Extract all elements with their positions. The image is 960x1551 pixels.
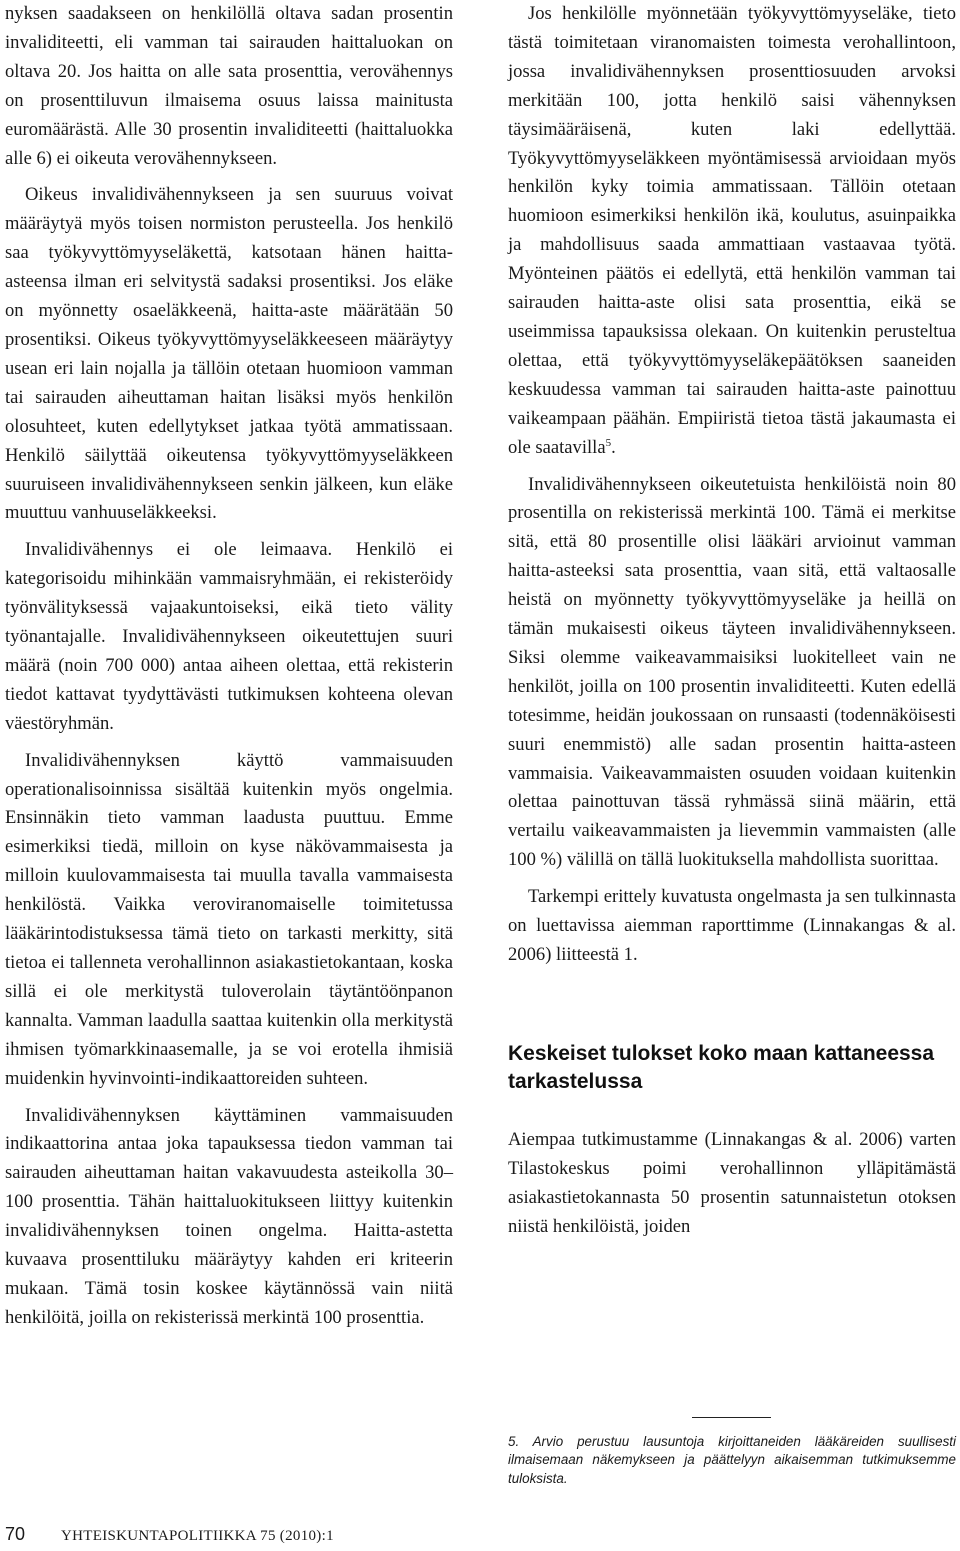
right-column — [508, 0, 956, 1250]
paragraph: Tarkempi erittely kuvatusta ongelmasta ja sen tulkinnasta on luettavissa aiemman raporttimme (Linnakangas & al. 2006) liitteestä 1. — [508, 886, 956, 965]
paragraph: Aiempaa tutkimustamme (Linnakangas & al. 2006) varten Tilastokeskus poimi verohallinnon ylläpitämästä asiakastietokannasta 50 prosentin satunnaistetun otoksen niistä henkilöistä, joiden — [508, 1128, 956, 1237]
footnote: 5. Arvio perustuu lausuntoja kirjoittaneiden lääkäreiden suullisesti ilmaisemaan näkemykseen ja päättelyyn aikaisemman tutkimuksemme tuloksista. — [508, 1434, 956, 1486]
paragraph: Invalidivähennyksen käyttäminen vammaisuuden indikaattorina antaa joka tapauksessa tiedon vamman tai sairauden aiheuttaman haitan vakavuudesta asteikolla 30–100 prosenttia. Tähän haittaluokitukseen liittyy kuitenkin invalidivähennyksen toinen ongelma. Haitta-astetta kuvaava prosenttiluku määräytyy kahden eri kriteerin mukaan. Tämä tosin koskee käytännössä vain niitä henkilöitä, joilla on rekisterissä merkintä 100 prosenttia. — [5, 1104, 453, 1328]
paragraph — [508, 0, 956, 463]
left-column — [5, 0, 453, 1341]
page-footer — [5, 1524, 334, 1545]
paragraph: nyksen saadakseen on henkilöllä oltava sadan prosentin invaliditeetti, eli vamman tai sairauden haittaluokan on oltava 20. Jos haitta on alle sata prosenttia, verovähennys on prosenttiluvun ilmaisema osuus laissa mainitusta euromäärästä. Alle 30 prosentin invaliditeetti (haittaluokka alle 6) ei oikeuta verovähennykseen. — [5, 3, 453, 169]
paragraph: Invalidivähennykseen oikeutetuista henkilöistä noin 80 prosentilla on rekisterissä merkintä 100. Tämä ei merkitse sitä, että 80 prosentille olisi lääkäri arvioinut vamman haitta-asteeksi sata prosenttia, vaan sitä, että valtaosalle heistä on myönnetty työkyvyttömyyseläke ja heillä on tämän mukaisesti oikeus täyteen invalidivähennykseen. Siksi olemme vaikeavammaisiksi luokitelleet vain ne henkilöt, joilla on 100 prosentin invaliditeetti. Kuten edellä totesimme, heidän joukossaan on runsaasti (todennäköisesti suuri enemmistö) alle sadan prosentin haitta-asteen vammaisia. Vaikeavammaisten osuuden voidaan kuitenkin olettaa painottuvan tässä ryhmässä siinä määrin, että vertailu vaikeavammaisten ja lievemmin vammaisten (alle 100 %) välillä on tällä luokituksella mahdollista suorittaa. — [508, 473, 956, 871]
footnote-reference: 5 — [605, 436, 612, 449]
footnote-divider — [692, 1417, 771, 1418]
journal-name: YHTEISKUNTAPOLITIIKKA 75 (2010):1 — [61, 1528, 334, 1544]
paragraph-text: Jos henkilölle myönnetään työkyvyttömyyseläke, tieto tästä toimitetaan viranomaisten toimesta verohallintoon, jossa invalidivähennyksen prosenttiosuuden arvoksi merkitään 100, jotta henkilö saisi vähennyksen täysimääräisenä, kuten laki edellyttää. Työkyvyttömyyseläkkeen myöntämisessä arvioidaan myös henkilön kyky toimia ammatissaan. Tällöin otetaan huomioon esimerkiksi henkilön ikä, koulutus, asuinpaikka ja mahdollisuus saada ammattiaan vastaavaa työtä. Myönteinen päätös ei edellytä, että henkilön vamman tai sairauden haitta-aste olisi sata prosenttia, eikä se useimmissa tapauksissa olekaan. On kuitenkin perusteltua olettaa, että työkyvyttömyyseläkepäätöksen saaneiden keskuudessa vamman tai sairauden haitta-aste painottuu vaikeampaan päähän. Empiiristä tietoa tästä jakaumasta ei ole saatavilla — [508, 3, 956, 458]
paragraph: Invalidivähennys ei ole leimaava. Henkilö ei kategorisoidu mihinkään vammaisryhmään, ei rekisteröidy työnvälityksessä vajaakuntoiseksi, eikä tieto välity työnantajalle. Invalidivähennykseen oikeutettujen suuri määrä (noin 700 000) antaa aiheen olettaa, että rekisterin tiedot kattavat tyydyttävästi tutkimuksen kohteena olevan väestöryhmän. — [5, 539, 453, 734]
page-number: 70 — [5, 1524, 26, 1544]
sentence-end: . — [611, 436, 616, 458]
section-heading: Keskeiset tulokset koko maan kattaneessa tarkastelussa — [508, 1041, 935, 1093]
paragraph: Oikeus invalidivähennykseen ja sen suuruus voivat määräytyä myös toisen normiston perusteella. Jos henkilö saa työkyvyttömyyseläkettä, katsotaan hänen haitta-asteensa ilman eri selvitystä sadaksi prosentiksi. Jos eläke on myönnetty osaeläkkeenä, haitta-aste määrätään 50 prosentiksi. Oikeus työkyvyttömyyseläkkeeseen määräytyy usean eri lain nojalla ja tällöin otetaan huomioon vamman tai sairauden aiheuttaman haitan lisäksi myös henkilön olosuhteet, kuten edellytykset jatkaa työtä ammatissaan. Henkilö säilyttää oikeutensa työkyvyttömyyseläkkeen suuruiseen invalidivähennykseen senkin jälkeen, kun eläke muuttuu vanhuuseläkkeeksi. — [5, 184, 453, 524]
paragraph: Invalidivähennyksen käyttö vammaisuuden operationalisoinnissa sisältää kuitenkin myös ongelmia. Ensinnäkin tieto vamman laadusta puuttuu. Emme esimerkiksi tiedä, milloin on kyse näkövammaisesta ja milloin kuulovammaisesta tai muulla tavalla vammaisesta henkilöstä. Vaikka veroviranomaiselle toimitetussa lääkärintodistuksessa tämä tieto on tarkasti merkitty, sitä tietoa ei tallenneta verohallinnon asiakastietokantaan, koska sillä ei ole merkitystä tuloverolain täytäntöönpanon kannalta. Vamman laadulla saattaa kuitenkin olla merkitystä ihmisen työmarkkinaasemalle, ja se voi erotella ihmisiä muidenkin hyvinvointi-indikaattoreiden suhteen. — [5, 749, 453, 1089]
